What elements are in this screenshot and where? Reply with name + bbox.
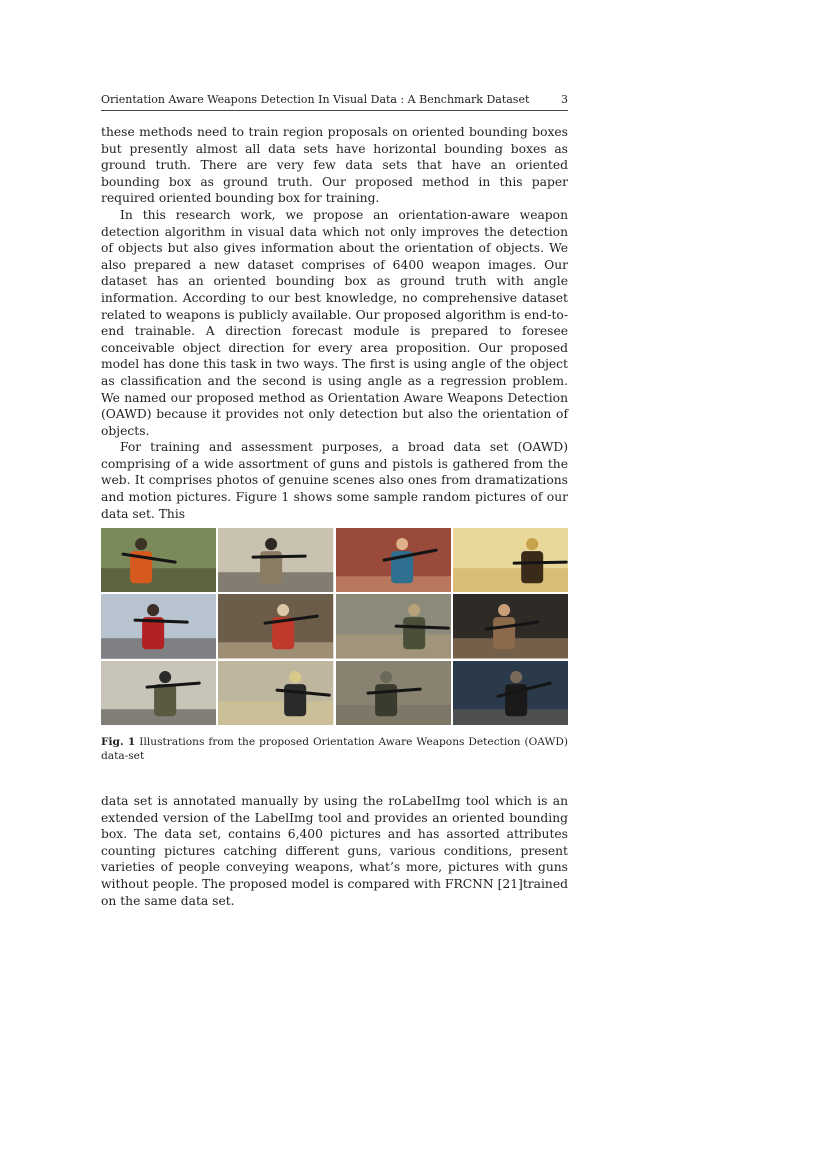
running-head — [101, 92, 568, 111]
dataset-sample-photo — [336, 594, 451, 658]
running-title: Orientation Aware Weapons Detection In Visual Data : A Benchmark Dataset — [101, 93, 530, 106]
figure-caption-label: Fig. 1 — [101, 736, 136, 748]
body-text-bottom — [101, 793, 568, 909]
body-text-top — [101, 124, 568, 522]
dataset-sample-photo — [218, 528, 333, 592]
dataset-sample-photo — [453, 594, 568, 658]
figure-caption-text: Illustrations from the proposed Orientation Aware Weapons Detection (OAWD) data-set — [101, 736, 569, 762]
dataset-sample-photo — [453, 528, 568, 592]
dataset-sample-photo — [336, 528, 451, 592]
paragraph: For training and assessment purposes, a broad data set (OAWD) comprising of a wide assortment of guns and pistols is gathered from the web. It comprises photos of genuine scenes also ones from dramatizations and motion pictures. Figure 1 shows some sample random pictures of our data set. This — [101, 440, 568, 521]
dataset-sample-photo — [218, 661, 333, 725]
figure-1-image-grid — [101, 528, 568, 725]
dataset-sample-photo — [101, 661, 216, 725]
dataset-sample-photo — [101, 528, 216, 592]
dataset-sample-photo — [453, 661, 568, 725]
page-number: 3 — [561, 93, 568, 106]
dataset-sample-photo — [336, 661, 451, 725]
paragraph: these methods need to train region proposals on oriented bounding boxes but presently almost all data sets have horizontal bounding boxes as ground truth. There are very few data sets that have an oriented bounding box as ground truth. Our proposed method in this paper required oriented bounding box for training. — [101, 125, 568, 206]
paragraph: In this research work, we propose an orientation-aware weapon detection algorithm in visual data which not only improves the detection of objects but also gives information about the orientation of objects. We also prepared a new dataset comprises of 6400 weapon images. Our dataset has an oriented bounding box as ground truth with angle information. According to our best knowledge, no comprehensive dataset related to weapons is publicly available. Our proposed algorithm is end-to-end trainable. A direction forecast module is prepared to foresee conceivable object direction for every area proposition. Our proposed model has done this task in two ways. The first is using angle of the object as classification and the second is using angle as a regression problem. We named our proposed method as Orientation Aware Weapons Detection (OAWD) because it provides not only detection but also the orientation of objects. — [101, 207, 568, 438]
figure-caption — [101, 735, 568, 763]
dataset-sample-photo — [218, 594, 333, 658]
paragraph: data set is annotated manually by using the roLabelImg tool which is an extended version of the LabelImg tool and provides an oriented bounding box. The data set, contains 6,400 pictures and has assorted attributes counting pictures catching different guns, various conditions, present varieties of people conveying weapons, what’s more, pictures with guns without people. The proposed model is compared with FRCNN [21]trained on the same data set. — [101, 794, 568, 908]
dataset-sample-photo — [101, 594, 216, 658]
